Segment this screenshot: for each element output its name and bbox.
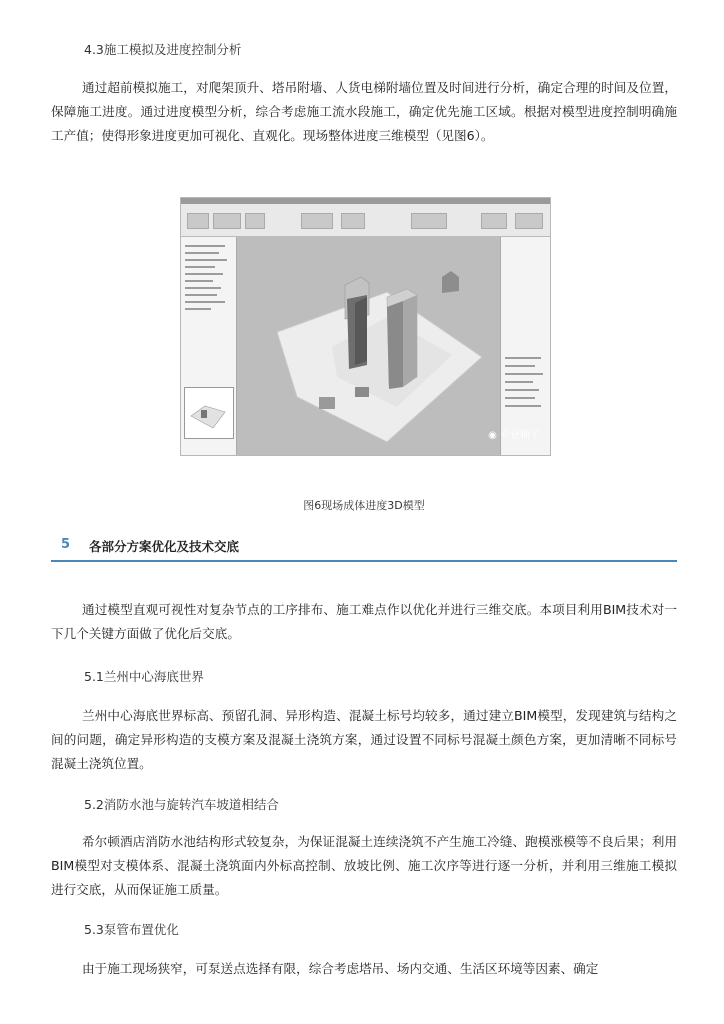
ribbon-button xyxy=(301,213,333,229)
model-tree-panel xyxy=(181,237,237,455)
3d-viewport xyxy=(237,237,500,455)
property-item xyxy=(505,397,535,399)
app-ribbon xyxy=(181,204,550,237)
tree-item xyxy=(185,252,219,254)
section-number: 5 xyxy=(61,537,71,552)
subheading-5-1: 5.1兰州中心海底世界 xyxy=(84,669,204,684)
ribbon-button xyxy=(341,213,365,229)
building-model-render xyxy=(237,237,500,455)
subheading-5-3: 5.3泵管布置优化 xyxy=(84,922,179,937)
property-item xyxy=(505,373,543,375)
ribbon-button xyxy=(411,213,447,229)
ribbon-button xyxy=(245,213,265,229)
tree-item xyxy=(185,294,217,296)
property-item xyxy=(505,381,533,383)
property-item xyxy=(505,405,541,407)
minimap-drawing xyxy=(185,388,233,438)
tree-item xyxy=(185,245,225,247)
property-item xyxy=(505,365,535,367)
subheading-5-2: 5.2消防水池与旋转汽车坡道相结合 xyxy=(84,797,279,812)
subheading-4-3: 4.3施工模拟及进度控制分析 xyxy=(84,42,242,57)
tree-item xyxy=(185,301,225,303)
tree-item xyxy=(185,287,221,289)
ribbon-button xyxy=(187,213,209,229)
paragraph-5-3: 由于施工现场狭窄，可泵送点选择有限，综合考虑塔吊、场内交通、生活区环境等因素、确定 xyxy=(82,961,599,976)
tree-item xyxy=(185,259,227,261)
tree-item xyxy=(185,280,213,282)
tree-item xyxy=(185,266,215,268)
tree-item xyxy=(185,308,211,310)
watermark xyxy=(488,426,540,441)
paragraph-4-3: 通过超前模拟施工，对爬架顶升、塔吊附墙、人货电梯附墙位置及时间进行分析，确定合理的时间及位置，保障施工进度。通过进度模型分析，综合考虑施工流水段施工，确定优先施工区域。根据对模型进度控制明确施工产值；使得形象进度更加可视化、直观化。现场整体进度三维模型（见图6）。 xyxy=(51,80,677,143)
ribbon-button xyxy=(481,213,507,229)
ribbon-button xyxy=(213,213,241,229)
ribbon-button xyxy=(515,213,543,229)
section-title: 各部分方案优化及技术交底 xyxy=(89,539,240,554)
minimap-view xyxy=(184,387,234,439)
section-5-header xyxy=(51,535,677,562)
figure-6-screenshot xyxy=(180,197,551,456)
property-item xyxy=(505,357,541,359)
paragraph-5-2: 希尔顿酒店消防水池结构形式较复杂，为保证混凝土连续浇筑不产生施工冷缝、跑模涨模等不良后果；利用BIM模型对支模体系、混凝土浇筑面内外标高控制、放坡比例、施工次序等进行逐一分析，并利用三维施工模拟进行交底，从而保证施工质量。 xyxy=(51,834,677,897)
paragraph-5-1: 兰州中心海底世界标高、预留孔洞、异形构造、混凝土标号均较多，通过建立BIM模型，发现建筑与结构之间的问题，确定异形构造的支模方案及混凝土浇筑方案，通过设置不同标号混凝土颜色方案，更加清晰不同标号混凝土浇筑位置。 xyxy=(51,708,677,771)
properties-panel xyxy=(500,237,550,455)
tree-item xyxy=(185,273,223,275)
watermark-text: 专业辅子 xyxy=(500,430,540,441)
wechat-icon: ◉ xyxy=(488,430,497,441)
property-item xyxy=(505,389,539,391)
figure-caption: 图6现场成体进度3D模型 xyxy=(303,499,425,512)
paragraph-5-intro: 通过模型直观可视性对复杂节点的工序排布、施工难点作以优化并进行三维交底。本项目利用BIM技术对一下几个关键方面做了优化后交底。 xyxy=(51,602,677,641)
